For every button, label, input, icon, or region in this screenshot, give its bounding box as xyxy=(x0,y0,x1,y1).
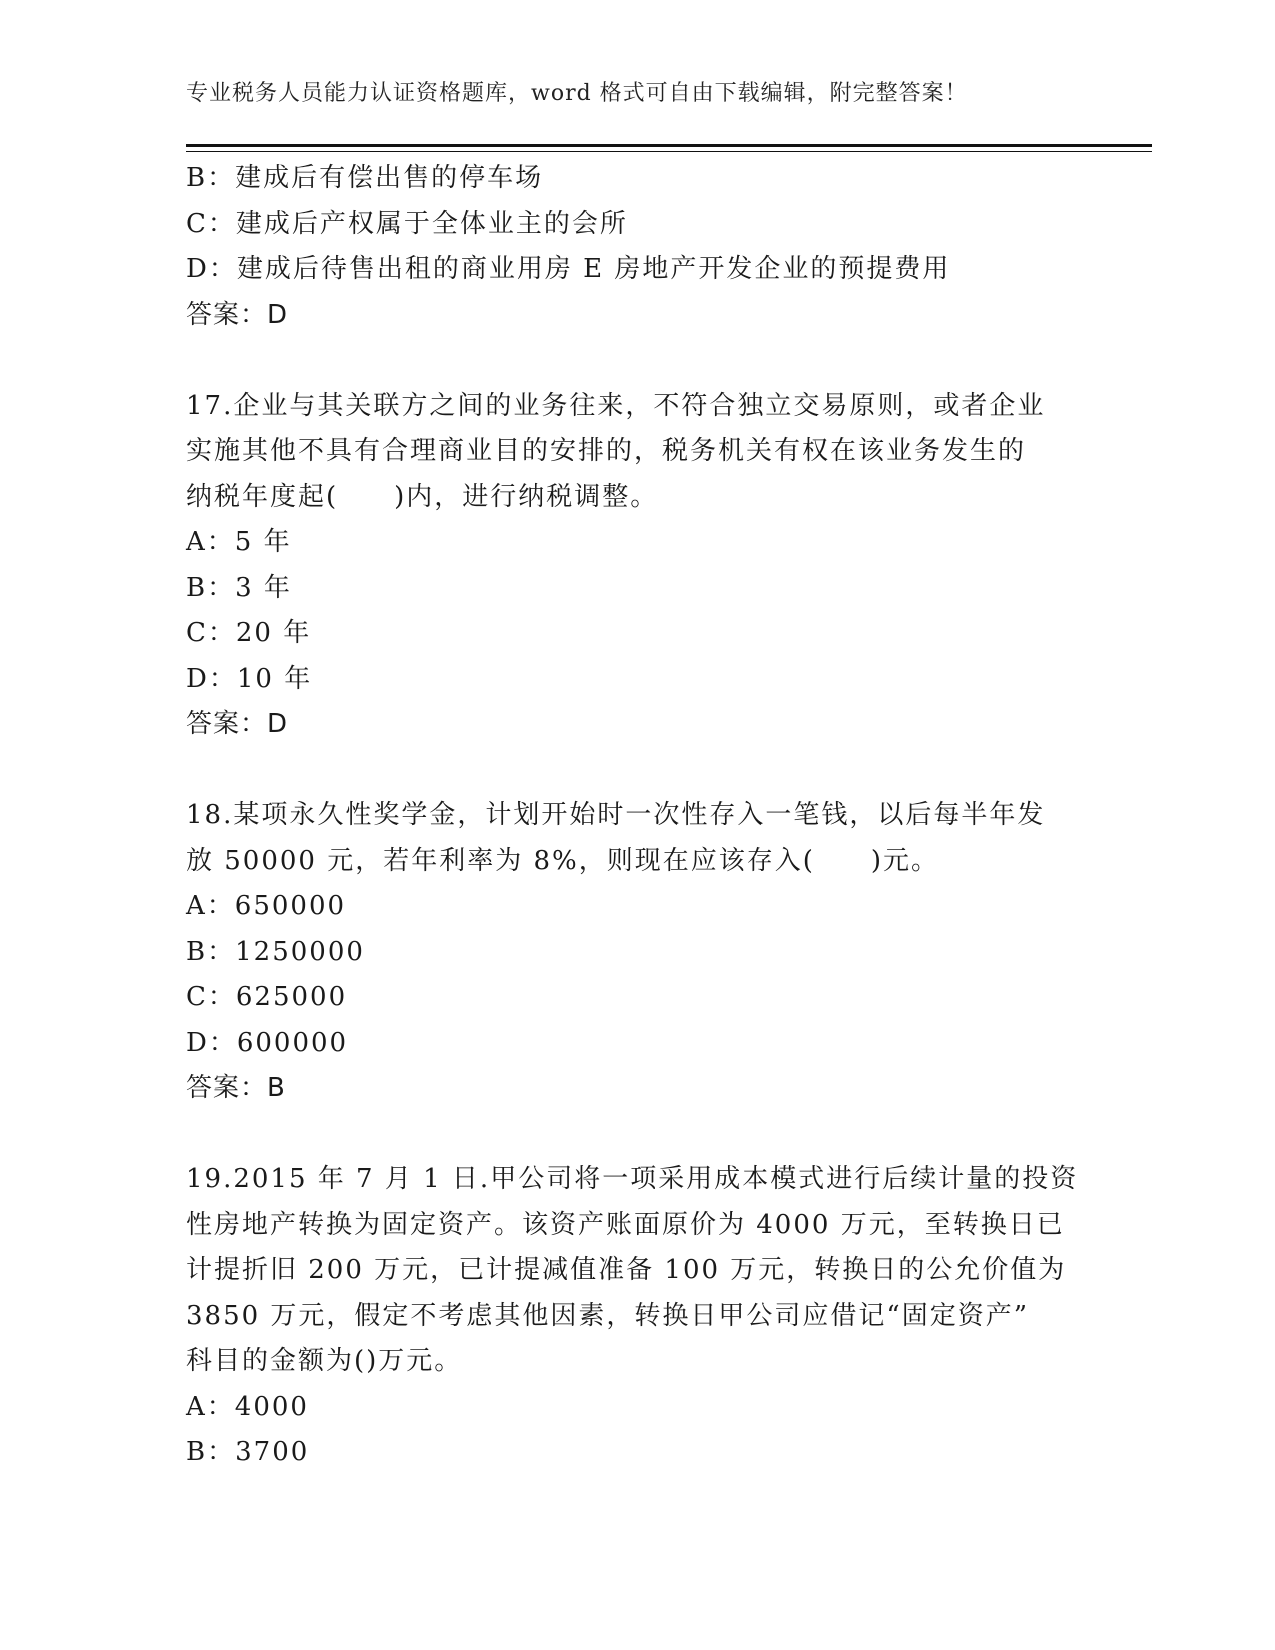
option-d: D：600000 xyxy=(186,1027,349,1058)
option-a: A：5 年 xyxy=(186,527,292,557)
answer-line: 答案：D xyxy=(186,709,289,739)
question-stem-line: 实施其他不具有合理商业目的安排的，税务机关有权在该业务发生的 xyxy=(186,436,1027,466)
option-b: B：1250000 xyxy=(186,936,365,967)
option-a: A：4000 xyxy=(186,1391,309,1422)
option-b: B：3 年 xyxy=(186,572,292,603)
question-19 xyxy=(186,1157,1086,1476)
option-d: D：10 年 xyxy=(186,663,313,694)
header-rule-thick xyxy=(186,144,1152,147)
option-b: B：建成后有偿出售的停车场 xyxy=(186,163,544,193)
question-17 xyxy=(186,384,1086,748)
question-stem-line: 18.某项永久性奖学金，计划开始时一次性存入一笔钱，以后每半年发 xyxy=(186,800,1046,830)
question-stem-line: 3850 万元，假定不考虑其他因素，转换日甲公司应借记“固定资产” xyxy=(186,1300,1030,1331)
header-rule-thin xyxy=(186,151,1152,152)
option-b: B：3700 xyxy=(186,1437,310,1467)
question-stem-line: 纳税年度起( )内，进行纳税调整。 xyxy=(186,481,659,512)
question-16-continued xyxy=(186,156,1086,338)
question-stem-line: 19.2015 年 7 月 1 日.甲公司将一项采用成本模式进行后续计量的投资 xyxy=(186,1164,1079,1194)
spacer xyxy=(186,338,1086,384)
option-a: A：650000 xyxy=(186,891,347,921)
answer-line: 答案：D xyxy=(186,299,289,330)
question-stem-line: 17.企业与其关联方之间的业务往来，不符合独立交易原则，或者企业 xyxy=(186,390,1046,421)
question-18 xyxy=(186,793,1086,1112)
spacer xyxy=(186,1112,1086,1158)
option-d: D：建成后待售出租的商业用房 E 房地产开发企业的预提费用 xyxy=(186,254,951,284)
answer-line: 答案：B xyxy=(186,1073,286,1103)
option-c: C：625000 xyxy=(186,982,348,1012)
option-c: C：建成后产权属于全体业主的会所 xyxy=(186,208,628,239)
question-stem-line: 科目的金额为()万元。 xyxy=(186,1346,463,1376)
spacer xyxy=(186,748,1086,794)
option-c: C：20 年 xyxy=(186,618,312,648)
page-header: 专业税务人员能力认证资格题库，word 格式可自由下载编辑，附完整答案！ xyxy=(186,81,968,106)
question-stem-line: 计提折旧 200 万元，已计提减值准备 100 万元，转换日的公允价值为 xyxy=(186,1255,1067,1285)
question-stem-line: 放 50000 元，若年利率为 8%，则现在应该存入( )元。 xyxy=(186,845,940,876)
question-stem-line: 性房地产转换为固定资产。该资产账面原价为 4000 万元，至转换日已 xyxy=(186,1209,1065,1240)
document-body xyxy=(186,156,1086,1476)
